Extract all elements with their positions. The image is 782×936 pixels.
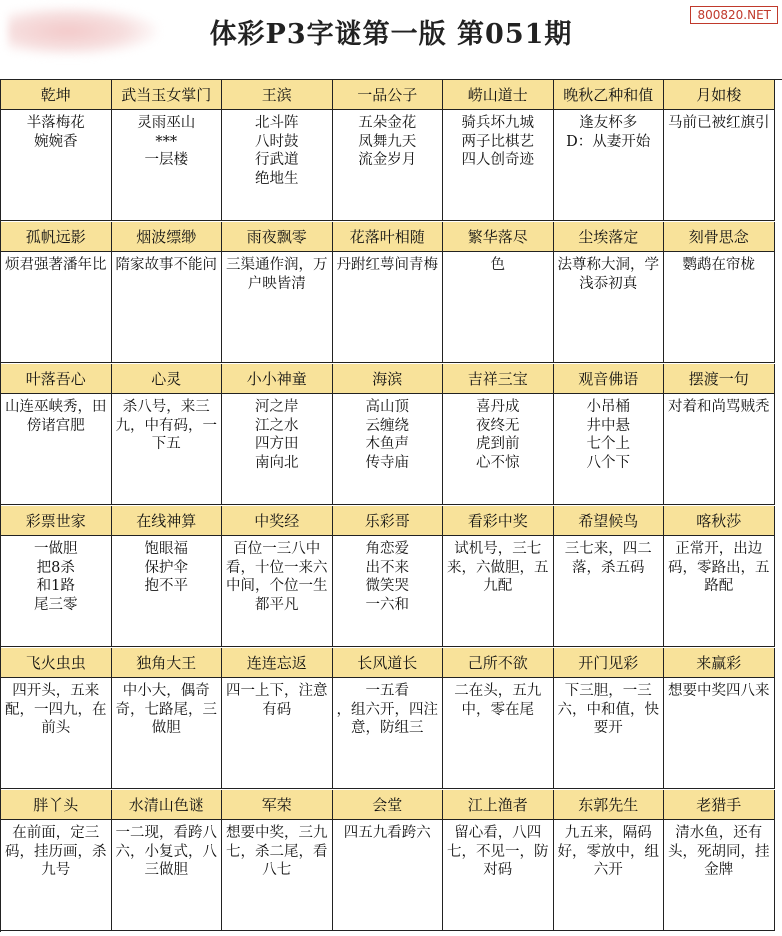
grid-row <box>1 80 782 222</box>
cell-author: 晚秋乙种和值 <box>554 80 664 110</box>
puzzle-cell <box>333 80 444 221</box>
puzzle-cell <box>222 364 333 505</box>
puzzle-cell <box>554 648 665 789</box>
cell-riddle: 逢友杯多 D：从妻开始 <box>566 115 651 150</box>
cell-riddle: 在前面，定三码，挂历画，杀九号 <box>5 825 107 878</box>
cell-author: 尘埃落定 <box>554 222 664 252</box>
cell-author: 江上渔者 <box>443 790 553 820</box>
puzzle-cell <box>333 790 444 931</box>
cell-riddle: 一五看 ，组六开，四注意，防组三 <box>336 683 438 736</box>
cell-riddle: 烦君强著潘年比 <box>5 257 107 273</box>
puzzle-cell <box>554 364 665 505</box>
puzzle-cell <box>664 790 775 931</box>
cell-author: 海滨 <box>333 364 443 394</box>
puzzle-cell <box>1 790 112 931</box>
cell-riddle: 饱眼福 保护伞 抱不平 <box>144 541 188 594</box>
cell-riddle: 一二现，看跨八六，小复式，八三做胆 <box>115 825 217 878</box>
puzzle-cell <box>554 222 665 363</box>
grid-row <box>1 506 782 648</box>
puzzle-cell <box>1 222 112 363</box>
cell-author: 武当玉女掌门 <box>112 80 222 110</box>
puzzle-cell <box>443 222 554 363</box>
cell-riddle: 灵雨巫山 *** 一层楼 <box>137 115 196 168</box>
puzzle-cell <box>112 222 223 363</box>
puzzle-cell <box>333 222 444 363</box>
cell-riddle: 对着和尚骂贼秃 <box>668 399 770 415</box>
cell-author: 军荣 <box>222 790 332 820</box>
cell-author: 刻骨思念 <box>664 222 774 252</box>
cell-author: 独角大王 <box>112 648 222 678</box>
cell-author: 繁华落尽 <box>443 222 553 252</box>
cell-author: 胖丫头 <box>1 790 111 820</box>
cell-author: 希望候鸟 <box>554 506 664 536</box>
cell-author: 观音佛语 <box>554 364 664 394</box>
cell-riddle: 中小大，偶奇奇，七路尾，三做胆 <box>115 683 217 736</box>
grid-row <box>1 790 782 932</box>
cell-author: 长风道长 <box>333 648 443 678</box>
puzzle-cell <box>222 790 333 931</box>
puzzle-cell <box>664 506 775 647</box>
cell-author: 在线神算 <box>112 506 222 536</box>
puzzle-cell <box>443 506 554 647</box>
puzzle-cell <box>222 222 333 363</box>
cell-author: 摆渡一句 <box>664 364 774 394</box>
cell-riddle: 色 <box>490 257 505 273</box>
cell-author: 吉祥三宝 <box>443 364 553 394</box>
puzzle-cell <box>664 648 775 789</box>
grid-row <box>1 364 782 506</box>
cell-author: 水清山色谜 <box>112 790 222 820</box>
cell-author: 乾坤 <box>1 80 111 110</box>
cell-riddle: 三渠通作润，万户映皆清 <box>226 257 328 292</box>
cell-author: 来赢彩 <box>664 648 774 678</box>
cell-riddle: 想要中奖四八来 <box>668 683 770 699</box>
cell-author: 连连忘返 <box>222 648 332 678</box>
cell-author: 小小神童 <box>222 364 332 394</box>
cell-author: 孤帆远影 <box>1 222 111 252</box>
site-badge[interactable]: 800820.NET <box>690 6 778 24</box>
puzzle-cell <box>1 364 112 505</box>
cell-riddle: 四开头，五来配，一四九，在前头 <box>5 683 107 736</box>
puzzle-cell <box>112 790 223 931</box>
puzzle-cell <box>1 648 112 789</box>
cell-author: 乐彩哥 <box>333 506 443 536</box>
cell-riddle: 山连巫峡秀，田傍诸宫肥 <box>5 399 107 434</box>
cell-author: 烟波缥缈 <box>112 222 222 252</box>
cell-author: 雨夜飘零 <box>222 222 332 252</box>
cell-author: 花落叶相随 <box>333 222 443 252</box>
cell-author: 叶落吾心 <box>1 364 111 394</box>
cell-riddle: 九五来，隔码好，零放中，组六开 <box>557 825 659 878</box>
page-title: 体彩P3字谜第一版 第051期 <box>209 19 573 50</box>
puzzle-cell <box>664 364 775 505</box>
puzzle-cell <box>112 506 223 647</box>
puzzle-cell <box>664 80 775 221</box>
cell-author: 月如梭 <box>664 80 774 110</box>
cell-riddle: 三七来，四二落，杀五码 <box>564 541 652 576</box>
puzzle-grid <box>0 79 782 932</box>
cell-riddle: 隋家故事不能问 <box>115 257 217 273</box>
cell-riddle: 四五九看跨六 <box>343 825 431 841</box>
cell-riddle: 四一上下，注意有码 <box>226 683 328 718</box>
puzzle-cell <box>1 506 112 647</box>
cell-author: 中奖经 <box>222 506 332 536</box>
puzzle-cell <box>222 506 333 647</box>
cell-riddle: 河之岸 江之水 四方田 南向北 <box>255 399 299 471</box>
grid-row <box>1 648 782 790</box>
cell-riddle: 正常开，出边码，零路出，五路配 <box>668 541 770 594</box>
puzzle-cell <box>112 364 223 505</box>
puzzle-cell <box>333 506 444 647</box>
cell-author: 王滨 <box>222 80 332 110</box>
cell-riddle: 留心看，八四七，不见一，防对码 <box>447 825 549 878</box>
puzzle-cell <box>554 790 665 931</box>
puzzle-cell <box>554 80 665 221</box>
cell-author: 彩票世家 <box>1 506 111 536</box>
cell-riddle: 半落梅花 婉婉香 <box>26 115 85 150</box>
cell-author: 己所不欲 <box>443 648 553 678</box>
puzzle-cell <box>222 80 333 221</box>
puzzle-cell <box>443 364 554 505</box>
cell-riddle: 法尊称大洞，学浅忝初真 <box>557 257 659 292</box>
cell-riddle: 高山顶 云缠绕 木鱼声 传寺庙 <box>365 399 409 471</box>
cell-author: 看彩中奖 <box>443 506 553 536</box>
puzzle-cell <box>554 506 665 647</box>
cell-riddle: 骑兵坏九城 两子比棋艺 四人创奇迹 <box>461 115 534 168</box>
cell-riddle: 下三胆，一三六，中和值，快要开 <box>557 683 659 736</box>
cell-author: 心灵 <box>112 364 222 394</box>
puzzle-cell <box>222 648 333 789</box>
cell-riddle: 小吊桶 井中悬 七个上 八个下 <box>586 399 630 471</box>
cell-riddle: 丹跗红萼间青梅 <box>336 257 438 273</box>
cell-riddle: 北斗阵 八时鼓 行武道 绝地生 <box>255 115 299 187</box>
cell-riddle: 百位一三八中看，十位一来六中间，个位一生都平凡 <box>226 541 328 613</box>
cell-riddle: 二在头，五九中，零在尾 <box>454 683 542 718</box>
cell-riddle: 清水鱼，还有头，死胡同，挂金牌 <box>668 825 770 878</box>
puzzle-cell <box>664 222 775 363</box>
cell-riddle: 杀八号，来三九，中有码，一下五 <box>115 399 217 452</box>
puzzle-cell <box>112 648 223 789</box>
cell-riddle: 试机号，三七来，六做胆，五九配 <box>447 541 549 594</box>
cell-author: 东郭先生 <box>554 790 664 820</box>
puzzle-cell <box>443 648 554 789</box>
cell-riddle: 马前已被红旗引 <box>668 115 770 131</box>
cell-author: 老猎手 <box>664 790 774 820</box>
puzzle-cell <box>443 80 554 221</box>
cell-author: 喀秋莎 <box>664 506 774 536</box>
cell-author: 飞火虫虫 <box>1 648 111 678</box>
puzzle-cell <box>333 648 444 789</box>
cell-author: 会堂 <box>333 790 443 820</box>
grid-row <box>1 222 782 364</box>
puzzle-cell <box>333 364 444 505</box>
cell-riddle: 鹦鹉在帘栊 <box>682 257 755 273</box>
puzzle-cell <box>1 80 112 221</box>
puzzle-cell <box>112 80 223 221</box>
cell-author: 一品公子 <box>333 80 443 110</box>
cell-author: 崂山道士 <box>443 80 553 110</box>
puzzle-cell <box>443 790 554 931</box>
cell-riddle: 角恋爱 出不来 微笑哭 一六和 <box>365 541 409 613</box>
cell-author: 开门见彩 <box>554 648 664 678</box>
cell-riddle: 五朵金花 凤舞九天 流金岁月 <box>358 115 417 168</box>
cell-riddle: 一做胆 把8杀 和1路 尾三零 <box>34 541 78 613</box>
cell-riddle: 喜丹成 夜终无 虎到前 心不惊 <box>476 399 520 471</box>
cell-riddle: 想要中奖，三九七，杀二尾，看八七 <box>226 825 328 878</box>
